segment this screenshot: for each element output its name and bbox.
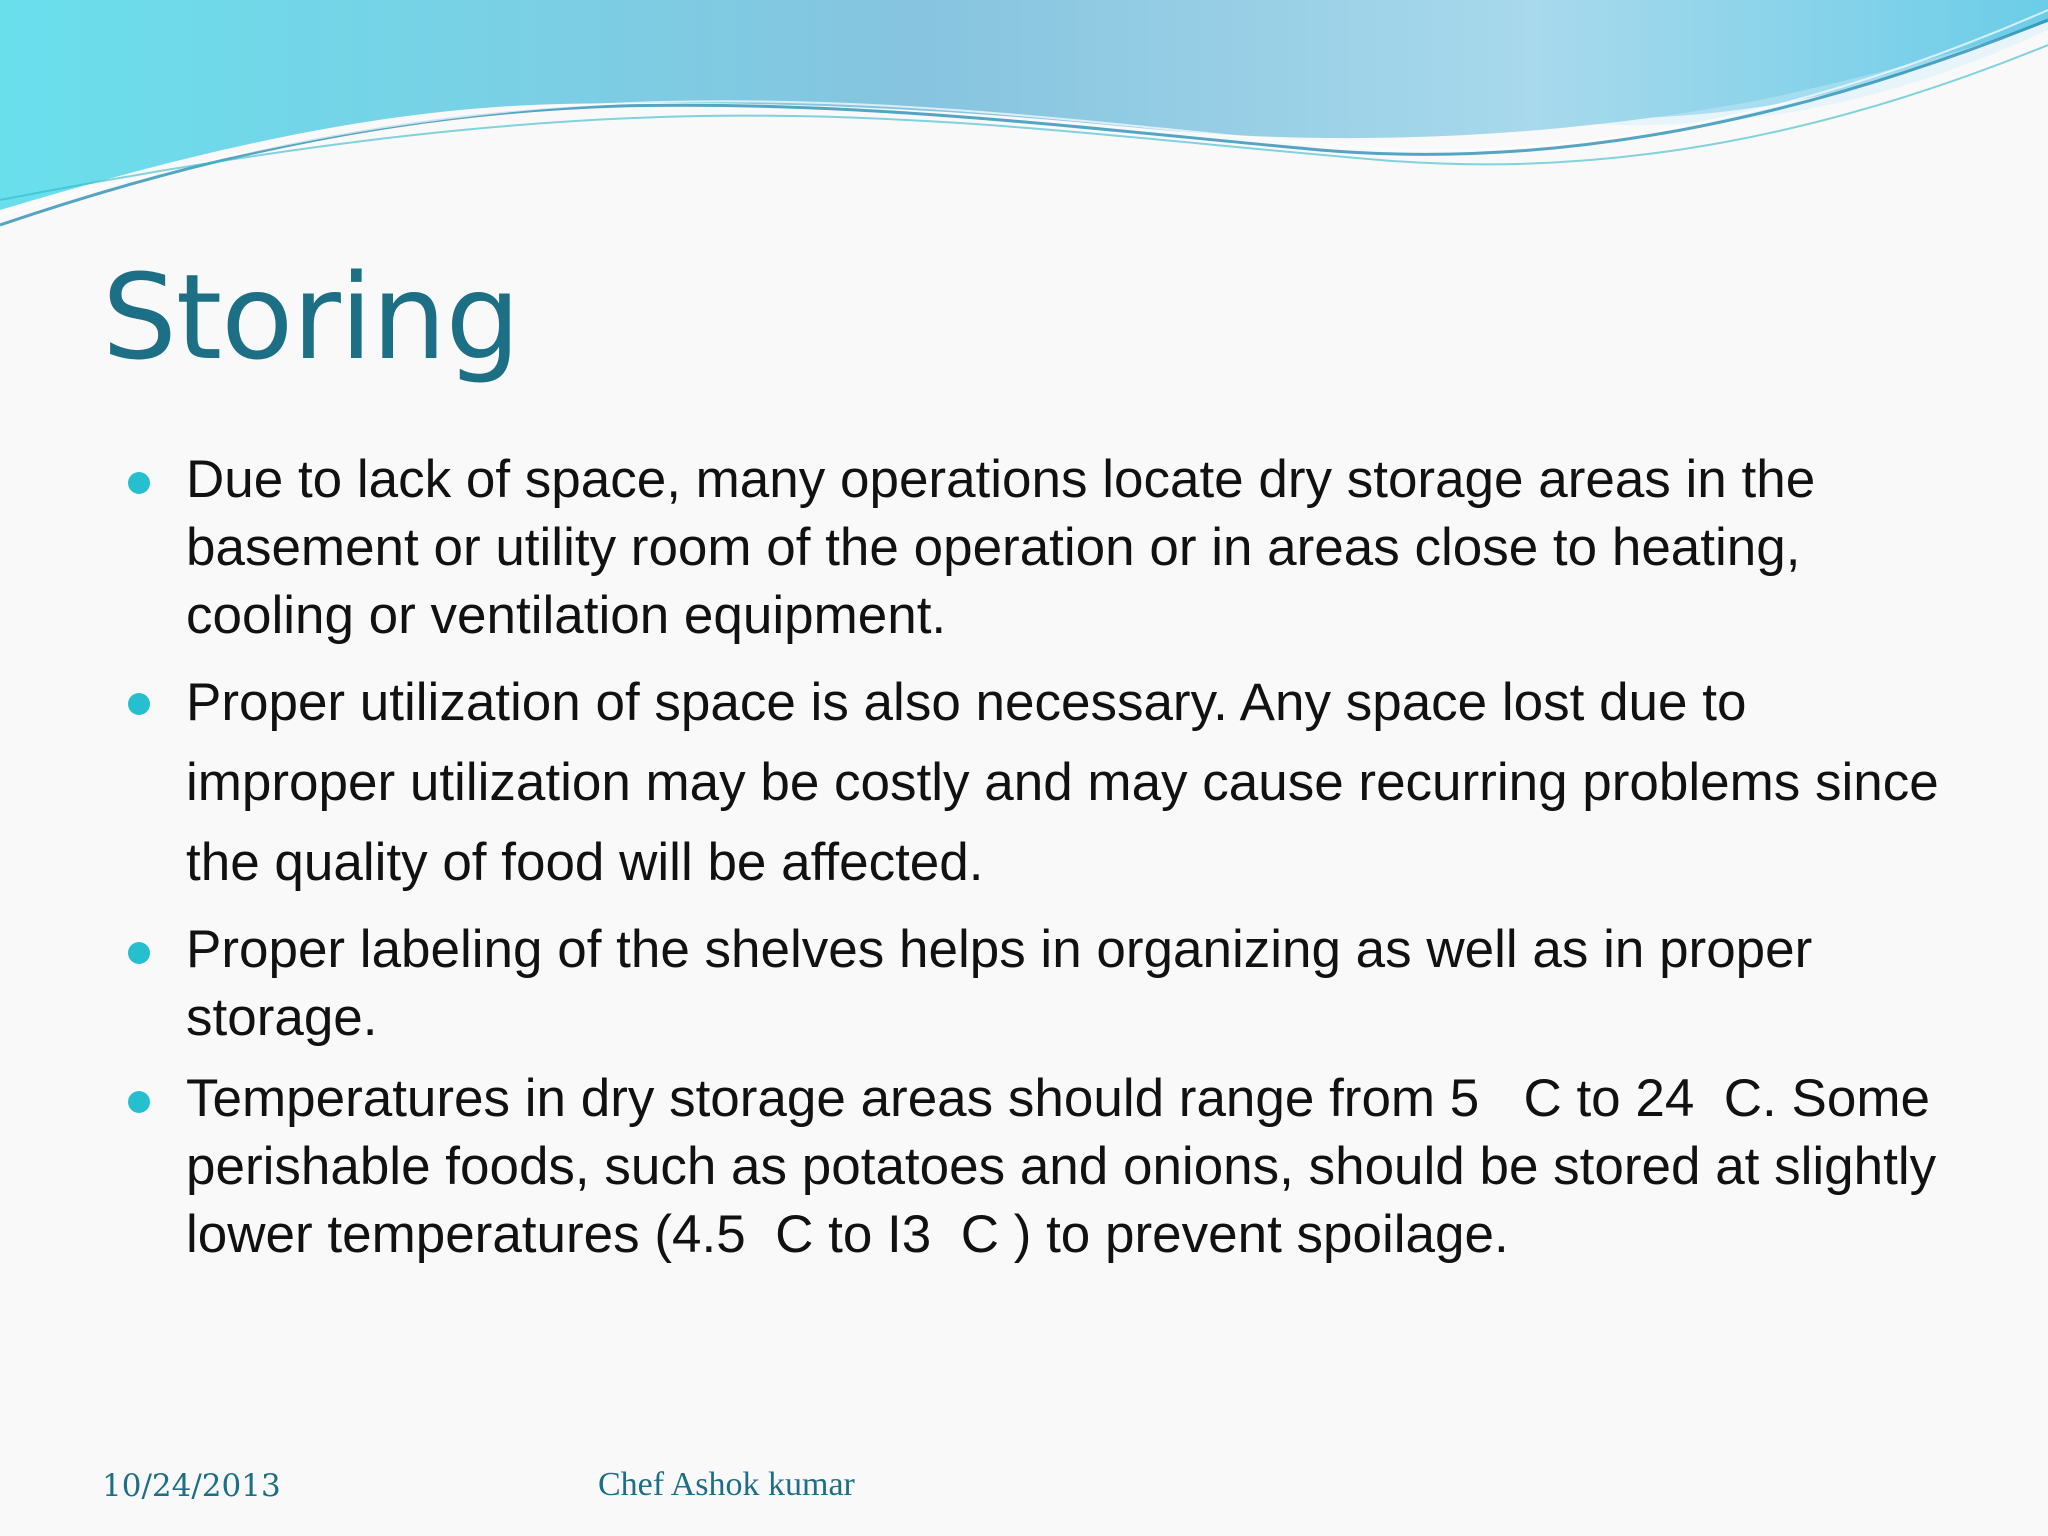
header-wave-decoration [0,0,2048,240]
bullet-text: Temperatures in dry storage areas should range from 5 C to 24 C. Some perishable foods, such as potatoes and onions, should be stored at slightly lower temperatures (4.5 C to I3 C ) to prevent spoilage. [186,1069,1951,1264]
bullet-text: Proper utilization of space is also necessary. Any space lost due to improper utilization may be costly and may cause recurring problems since the quality of food will be affected. [186,673,1939,892]
bullet-item [128,1065,1951,1269]
bullet-item [128,663,1948,903]
bullet-dot-icon [128,1091,150,1113]
footer-date: 10/24/2013 [102,1468,281,1504]
slide-title: Storing [102,248,520,386]
footer-author: Chef Ashok kumar [598,1466,855,1503]
bullet-text: Proper labeling of the shelves helps in organizing as well as in proper storage. [186,920,1813,1047]
bullet-item [128,446,1948,650]
bullet-dot-icon [128,942,150,964]
bullet-list [128,446,1951,1269]
bullet-text: Due to lack of space, many operations locate dry storage areas in the basement or utility room of the operation or in areas close to heating, cooling or ventilation equipment. [186,450,1816,645]
bullet-dot-icon [128,472,150,494]
bullet-item [128,916,1948,1052]
bullet-dot-icon [128,693,150,715]
